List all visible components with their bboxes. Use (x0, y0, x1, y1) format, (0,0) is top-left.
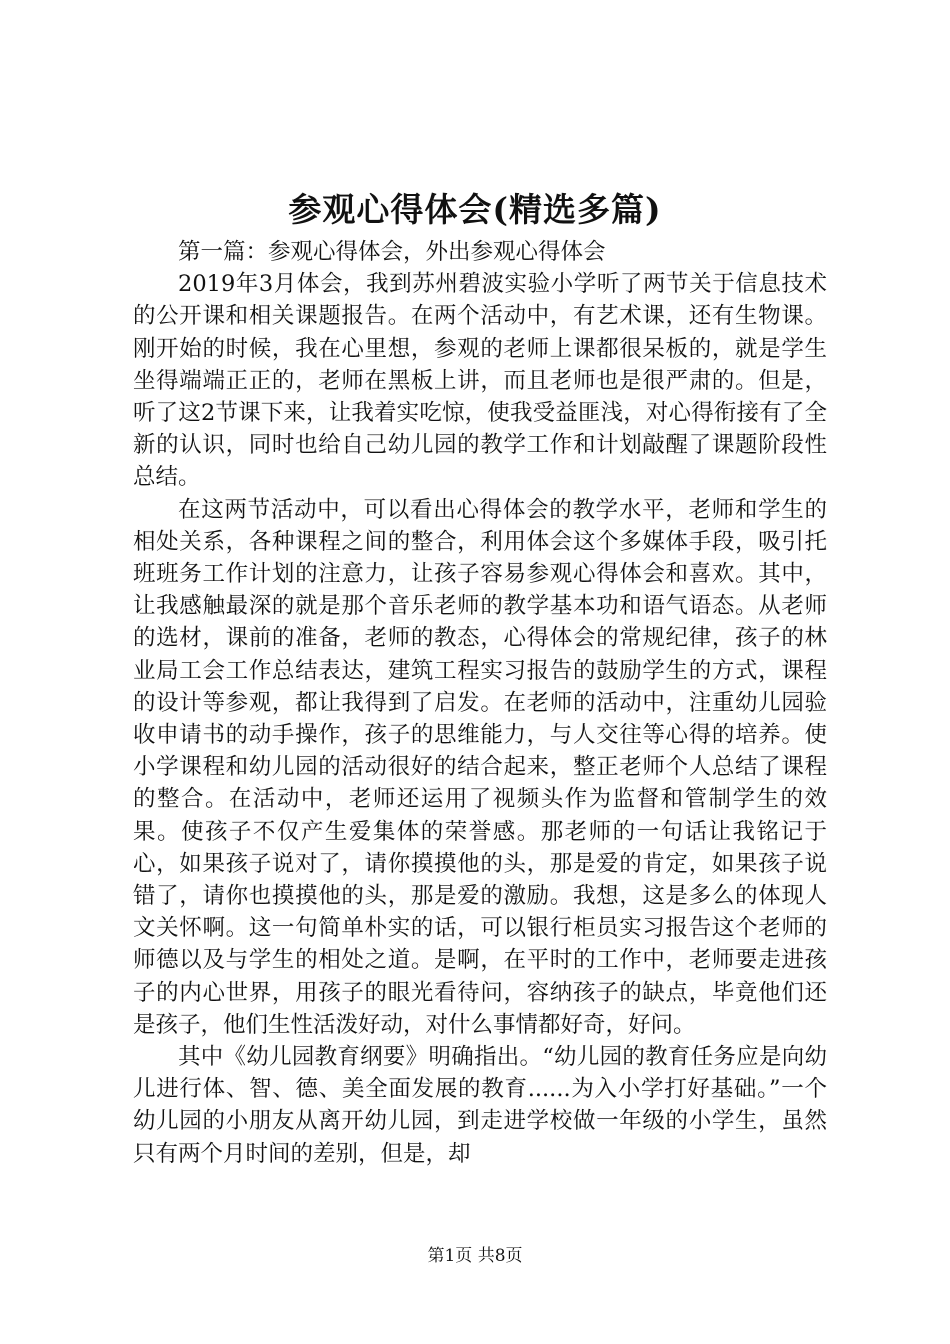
section-heading: 第一篇：参观心得体会，外出参观心得体会 (178, 239, 606, 265)
page-footer (0, 1245, 950, 1267)
page-number: 第1页 共8页 (427, 1246, 523, 1266)
document-body (133, 236, 827, 1170)
paragraph-1: 2019年3月体会，我到苏州碧波实验小学听了两节关于信息技术的公开课和相关课题报告。在两个活动中，有艺术课，还有生物课。刚开始的时候，我在心里想，参观的老师上课都很呆板的，就是学生坐得端端正正的，老师在黑板上讲，而且老师也是很严肃的。但是，听了这2节课下来，让我着实吃惊，使我受益匪浅，对心得衔接有了全新的认识，同时也给自己幼儿园的教学工作和计划敲醒了课题阶段性总结。 (133, 271, 827, 491)
document-title: 参观心得体会(精选多篇) (288, 190, 662, 229)
paragraph-3: 其中《幼儿园教育纲要》明确指出。“幼儿园的教育任务应是向幼儿进行体、智、德、美全面发展的教育......为入小学打好基础。”一个幼儿园的小朋友从离开幼儿园，到走进学校做一年级的小学生，虽然只有两个月时间的差别，但是，却 (133, 1044, 827, 1167)
paragraph-2: 在这两节活动中，可以看出心得体会的教学水平，老师和学生的相处关系，各种课程之间的整合，利用体会这个多媒体手段，吸引托班班务工作计划的注意力，让孩子容易参观心得体会和喜欢。其中，让我感触最深的就是那个音乐老师的教学基本功和语气语态。从老师的选材，课前的准备，老师的教态，心得体会的常规纪律，孩子的林业局工会工作总结表达，建筑工程实习报告的鼓励学生的方式，课程的设计等参观，都让我得到了启发。在老师的活动中，注重幼儿园验收申请书的动手操作，孩子的思维能力，与人交往等心得的培养。使小学课程和幼儿园的活动很好的结合起来，整正老师个人总结了课程的整合。在活动中，老师还运用了视频头作为监督和管制学生的效果。使孩子不仅产生爱集体的荣誉感。那老师的一句话让我铭记于心，如果孩子说对了，请你摸摸他的头，那是爱的肯定，如果孩子说错了，请你也摸摸他的头，那是爱的激励。我想，这是多么的体现人文关怀啊。这一句简单朴实的话，可以银行柜员实习报告这个老师的师德以及与学生的相处之道。是啊，在平时的工作中，老师要走进孩子的内心世界，用孩子的眼光看待问，容纳孩子的缺点，毕竟他们还是孩子，他们生性活泼好动，对什么事情都好奇，好问。 (133, 496, 827, 1038)
